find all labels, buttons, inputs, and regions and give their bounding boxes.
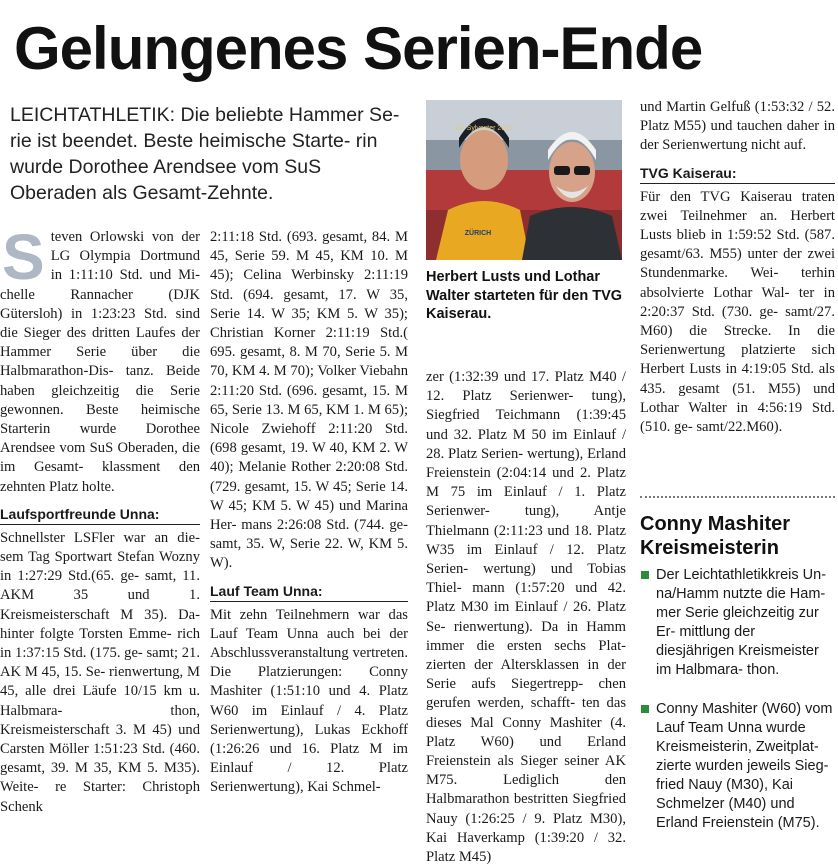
article-headline: Gelungenes Serien-Ende xyxy=(14,15,703,82)
article-lead xyxy=(10,102,410,206)
article-column-3 xyxy=(426,368,626,867)
infobox-title: Conny Mashiter Kreismeisterin xyxy=(640,513,791,559)
article-column-4 xyxy=(640,98,835,437)
infobox-bullet-text: Conny Mashiter (W60) vom Lauf Team Unna wurde Kreismeisterin, Zweitplat- zierte wurden jeweils Sieg- fried Nauy (M30), Kai Schmelzer (M40) und Erland Freienstein (M75). xyxy=(656,701,833,831)
infobox-bullet-text: Der Leichtathletikkreis Un- na/Hamm nutzte die Ham- mer Serie gleichzeitig zur Er- mittlung der diesjährigen Kreismeister im Halbmara- thon. xyxy=(656,567,827,678)
subheading-lauf-team-unna: Lauf Team Unna: xyxy=(210,582,408,602)
article-paragraph: Schnellster LSFler war an die- sem Tag Sportwart Stefan Wozny in 1:27:29 Std.(65. ge- samt, 11. AKM 35 und 1. Kreismeisterschaft M 35). Da- hinter folgte Torsten Emme- rich in 1:37:15 Std. (175. ge- samt; 21. AK M 45, 15. Se- rienwertung, M 45, alle drei Läufe 10/15 km u. Halbmara- thon, Kreismeisterschaft 3. M 45) und Carsten Möller 1:51:23 Std. (460. gesamt, 39. M 35, KM 5. M35). Weite- re Starter: Christoph Schenk xyxy=(0,529,200,815)
subheading-lsf-unna: Laufsportfreunde Unna: xyxy=(0,505,200,525)
article-paragraph: Für den TVG Kaiserau traten zwei Teilnehmer an. Herbert Lusts blieb in 1:59:52 Std. (587. gesamt/63. M55) unter der zwei Stundenmarke. Wei- terhin absolvierte Lothar Wal- ter in 2:20:37 Std. (730. ge- samt/27. M60) die Strecke. In die Serienwertung platzierte sich Herbert Lusts in 4:19:05 Std. als 435. gesamt (51. M55) und Lothar Walter in 4:56:19 Std. (510. ge- samt/22.M60). xyxy=(640,188,835,436)
lead-kicker: LEICHTATHLETIK: xyxy=(10,104,176,126)
article-column-1 xyxy=(0,221,200,817)
article-paragraph: 2:11:18 Std. (693. gesamt, 84. M 45, Serie 59. M 45, KM 10. M 45); Celina Werbinsky 2:11:19 Std. (694. gesamt, 17. W 35, Serie 14. W 35; KM 5. W 35); Christian Korner 2:11:19 Std.( 695. gesamt, 8. M 70, Serie 5. M 70, KM 4. M 70); Volker Viebahn 2:11:20 Std. (696. gesamt, 15. M 65, Serie 13. M 65, KM 1. M 65); Nicole Zwiehoff 2:11:20 Std. (698 gesamt, 19. W 40, KM 2. W 40); Melanie Rother 2:20:08 Std. (729. gesamt, 15. W 45; Serie 14. W 45; KM 5. W 45) und Marina Her- mans 2:26:08 Std. (744. ge- samt, 35. W, Serie 22. W, KM 5. W). xyxy=(210,229,408,572)
article-paragraph: und Martin Gelfuß (1:53:32 / 52. Platz M55) und tauchen daher in der Serienwertung nicht auf. xyxy=(640,99,835,154)
runners-photo-illustration xyxy=(426,100,622,260)
photo-caption: Herbert Lusts und Lothar Walter starteten für den TVG Kaiserau. xyxy=(426,269,623,322)
infobox-bullets xyxy=(640,566,835,853)
infobox-bullet xyxy=(640,700,835,833)
article-paragraph: Mit zehn Teilnehmern war das Lauf Team Unna auch bei der Abschlussveranstaltung vertreten. Die Platzierungen: Conny Mashiter (1:51:10 und 4. Platz W60 im Einlauf / 4. Platz Serienwertung), Lukas Eckhoff (1:26:26 und 16. Platz M im Einlauf / 12. Platz Serienwertung), Kai Schmel- xyxy=(210,606,408,796)
bullet-square-icon xyxy=(641,705,649,713)
article-paragraph: zer (1:32:39 und 17. Platz M40 / 12. Platz Serienwer- tung), Siegfried Teichmann (1:39:45 und 32. Platz M 50 im Einlauf / 28. Platz Serien- wertung), Erland Freienstein (2:04:14 und 2. Platz M 75 im Einlauf / 1. Platz Serienwer- tung), Antje Thielmann (2:11:23 und 18. Platz W35 im Einlauf / 12. Platz Serien- wertung) und Tobias Thiel- mann (1:57:20 und 42. Platz M30 im Einlauf / 26. Platz Se- rienwertung). Da in Hamm immer die ersten sechs Plat- zierten der Altersklassen in der Serie aufs Siegertrepp- chen gerufen werden, schafft- ten das dieses Mal Conny Mashiter (4. Platz W60) und Erland Freienstein als Sieger seiner AK M75. Lediglich den Halbmarathon bestritten Siegfried Nauy (1:26:25 / 9. Platz M30), Kai Haverkamp (1:39:20 / 32. Platz M45) xyxy=(426,369,626,866)
subheading-tvg-kaiserau: TVG Kaiserau: xyxy=(640,164,835,184)
bullet-square-icon xyxy=(641,571,649,579)
infobox-bullet xyxy=(640,566,835,680)
dotted-divider xyxy=(640,496,835,498)
hat-text: 24. Sylvester 2019 xyxy=(455,125,513,132)
shirt-text: ZÜRICH xyxy=(464,230,492,237)
article-column-2 xyxy=(210,228,408,798)
lead-text: Die beliebte Hammer Se- rie ist beendet. Beste heimische Starte- rin wurde Dorothee Arendsee vom SuS Oberaden als Gesamt-Zehnte. xyxy=(10,104,400,204)
runners-photo xyxy=(426,100,622,260)
article-paragraph: teven Orlowski von der LG Olympia Dortmund in 1:11:10 Std. und Mi- chelle Rannacher (DJK Gütersloh) in 1:23:23 Std. sind die Sieger des dritten Laufes der Hammer Serie über die Halbmarathon-Dis- tanz. Beide haben gleichzeitig die Serie gewonnen. Beste heimische Starterin wurde Dorothee Arendsee vom SuS Oberaden, die im Gesamt- klassment den zehnten Platz holte. xyxy=(0,229,200,495)
drop-cap: S xyxy=(2,221,45,293)
